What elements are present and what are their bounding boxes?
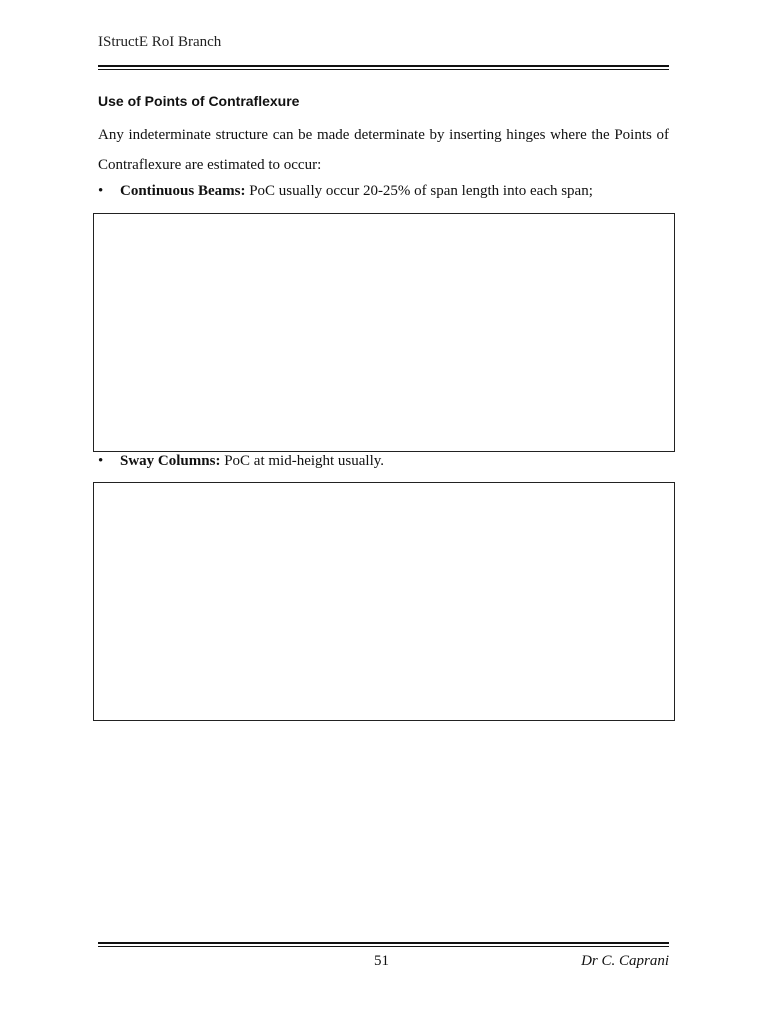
author: Dr C. Caprani <box>581 953 669 969</box>
header-title: IStructE RoI Branch <box>98 34 222 50</box>
figure-box-continuous-beams <box>93 213 675 452</box>
bullet-label: Continuous Beams: <box>120 183 246 199</box>
figure-box-sway-columns <box>93 482 675 721</box>
bullet-continuous-beams <box>98 183 593 200</box>
bullet-label: Sway Columns: <box>120 453 221 469</box>
footer-rule <box>98 942 669 947</box>
page-number: 51 <box>374 953 389 969</box>
bullet-sway-columns <box>98 453 384 470</box>
bullet-dot-icon: • <box>98 453 104 469</box>
bullet-dot-icon: • <box>98 183 104 199</box>
intro-paragraph: Any indeterminate structure can be made determinate by inserting hinges where the Points of Contraflexure are estimated to occur: <box>98 127 669 173</box>
bullet-text: PoC at mid-height usually. <box>224 453 385 469</box>
header-rule <box>98 65 669 70</box>
bullet-text: PoC usually occur 20-25% of span length into each span; <box>249 183 593 199</box>
section-heading: Use of Points of Contraflexure <box>98 93 300 109</box>
